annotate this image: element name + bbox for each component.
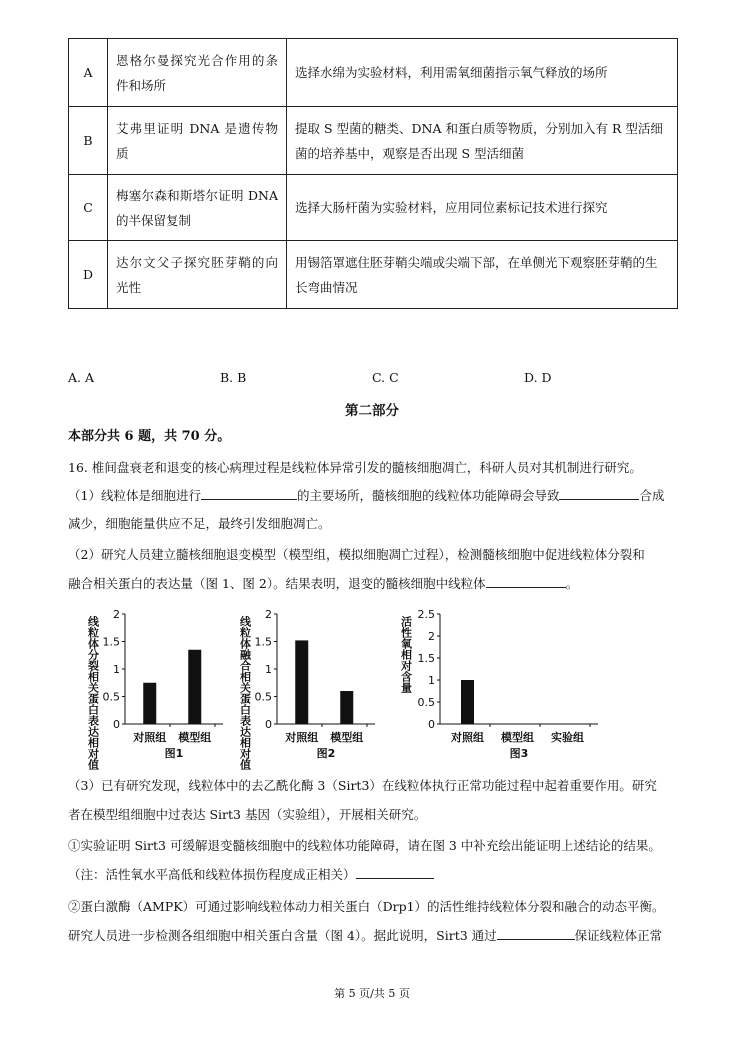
y-tick-label: 0 bbox=[428, 718, 435, 731]
question-part-1-cont: 减少，细胞能量供应不足，最终引发细胞凋亡。 bbox=[68, 516, 331, 531]
choice-b[interactable]: B. B bbox=[220, 370, 247, 385]
section-title: 第二部分 bbox=[345, 403, 399, 419]
table-row bbox=[69, 39, 678, 107]
table-row bbox=[69, 107, 678, 175]
charts-figure bbox=[0, 600, 744, 770]
bar bbox=[295, 640, 308, 724]
row-letter: C bbox=[69, 175, 108, 241]
section-intro: 本部分共 6 题，共 70 分。 bbox=[68, 429, 231, 444]
bar bbox=[188, 650, 201, 724]
question-part-1 bbox=[68, 487, 665, 505]
y-tick-label: 1 bbox=[113, 663, 120, 676]
y-tick-label: 1.5 bbox=[102, 635, 120, 649]
x-tick-label: 实验组 bbox=[551, 731, 584, 744]
question-sub-2-cont bbox=[68, 927, 662, 945]
text: 研究人员进一步检测各组细胞中相关蛋白含量（图 4）。据此说明，Sirt3 通过 bbox=[68, 928, 497, 943]
row-letter: A bbox=[69, 39, 108, 107]
answer-blank[interactable] bbox=[559, 487, 639, 500]
question-part-3-cont: 者在模型组细胞中过表达 Sirt3 基因（实验组），开展相关研究。 bbox=[68, 807, 427, 822]
y-tick-label: 0.5 bbox=[102, 690, 120, 704]
y-tick-label: 1.5 bbox=[417, 652, 435, 665]
text: 保证线粒体正常 bbox=[574, 928, 663, 943]
question-sub-1-note bbox=[68, 866, 434, 884]
question-part-2-cont bbox=[68, 575, 578, 593]
text: 融合相关蛋白的表达量（图 1、图 2）。结果表明，退变的髓核细胞中线粒体 bbox=[68, 576, 486, 591]
y-tick-label: 1.5 bbox=[254, 635, 272, 649]
answer-blank[interactable] bbox=[356, 866, 434, 879]
bar bbox=[143, 683, 156, 724]
y-tick-label: 0.5 bbox=[254, 690, 272, 704]
chart-caption: 图1 bbox=[164, 747, 184, 760]
x-tick-label: 对照组 bbox=[133, 731, 167, 744]
y-axis-label: 活性氧相对含量 bbox=[399, 616, 413, 693]
choice-a[interactable]: A. A bbox=[68, 370, 95, 385]
answer-blank[interactable] bbox=[201, 487, 297, 500]
y-tick-label: 1 bbox=[265, 663, 272, 676]
page-footer: 第 5 页/共 5 页 bbox=[334, 987, 410, 1000]
text: （1）线粒体是细胞进行 bbox=[68, 488, 201, 503]
question-sub-2: ②蛋白激酶（AMPK）可通过影响线粒体动力相关蛋白（Drp1）的活性维持线粒体分裂和融合的动态平衡。 bbox=[68, 899, 665, 914]
choice-d[interactable]: D. D bbox=[524, 370, 552, 385]
row-letter: D bbox=[69, 241, 108, 309]
chart-caption: 图3 bbox=[509, 747, 529, 760]
text: 的主要场所，髓核细胞的线粒体功能障碍会导致 bbox=[296, 488, 560, 503]
answer-blank[interactable] bbox=[497, 927, 575, 940]
experiment-cell: 达尔文父子探究胚芽鞘的向光性 bbox=[108, 241, 287, 309]
experiment-cell: 梅塞尔森和斯塔尔证明 DNA 的半保留复制 bbox=[108, 175, 287, 241]
chart-caption: 图2 bbox=[316, 747, 336, 760]
y-tick-label: 2 bbox=[428, 630, 435, 643]
y-tick-label: 0 bbox=[265, 718, 272, 731]
question-stem: 16. 椎间盘衰老和退变的核心病理过程是线粒体异常引发的髓核细胞凋亡，科研人员对其机制进行研究。 bbox=[68, 460, 642, 475]
experiment-cell: 艾弗里证明 DNA 是遗传物质 bbox=[108, 107, 287, 175]
text: 。 bbox=[565, 576, 579, 591]
y-axis-label: 线粒体分裂相关蛋白表达相对值 bbox=[86, 616, 100, 770]
y-tick-label: 2 bbox=[113, 608, 120, 621]
row-letter: B bbox=[69, 107, 108, 175]
y-tick-label: 1 bbox=[428, 674, 435, 687]
method-cell: 用锡箔罩遮住胚芽鞘尖端或尖端下部，在单侧光下观察胚芽鞘的生长弯曲情况 bbox=[287, 241, 678, 309]
bar bbox=[461, 680, 474, 724]
x-tick-label: 模型组 bbox=[330, 731, 364, 744]
choice-c[interactable]: C. C bbox=[372, 370, 399, 385]
method-cell: 提取 S 型菌的糖类、DNA 和蛋白质等物质，分别加入有 R 型活细菌的培养基中，观察是否出现 S 型活细菌 bbox=[287, 107, 678, 175]
bar bbox=[340, 691, 353, 724]
y-tick-label: 0 bbox=[113, 718, 120, 731]
method-cell: 选择大肠杆菌为实验材料，应用同位素标记技术进行探究 bbox=[287, 175, 678, 241]
y-axis-label: 线粒体融合相关蛋白表达相对值 bbox=[238, 616, 252, 770]
text: （注：活性氧水平高低和线粒体损伤程度成正相关） bbox=[68, 867, 356, 882]
y-tick-label: 2 bbox=[265, 608, 272, 621]
experiment-cell: 恩格尔曼探究光合作用的条件和场所 bbox=[108, 39, 287, 107]
x-tick-label: 模型组 bbox=[501, 731, 534, 744]
x-tick-label: 对照组 bbox=[451, 731, 484, 744]
question-sub-1: ①实验证明 Sirt3 可缓解退变髓核细胞中的线粒体功能障碍，请在图 3 中补充绘出能证明上述结论的结果。 bbox=[68, 838, 661, 853]
y-tick-label: 2.5 bbox=[417, 608, 435, 621]
x-tick-label: 模型组 bbox=[178, 731, 212, 744]
question-part-2: （2）研究人员建立髓核细胞退变模型（模型组，模拟细胞凋亡过程），检测髓核细胞中促进线粒体分裂和 bbox=[68, 547, 645, 562]
question-part-3: （3）已有研究发现，线粒体中的去乙酰化酶 3（Sirt3）在线粒体执行正常功能过程中起着重要作用。研究 bbox=[68, 778, 657, 793]
method-cell: 选择水绵为实验材料，利用需氧细菌指示氧气释放的场所 bbox=[287, 39, 678, 107]
y-tick-label: 0.5 bbox=[417, 696, 435, 709]
x-tick-label: 对照组 bbox=[285, 731, 319, 744]
table-row bbox=[69, 175, 678, 241]
options-table bbox=[68, 38, 678, 309]
table-row bbox=[69, 241, 678, 309]
text: 合成 bbox=[639, 488, 665, 503]
answer-blank[interactable] bbox=[486, 575, 566, 588]
